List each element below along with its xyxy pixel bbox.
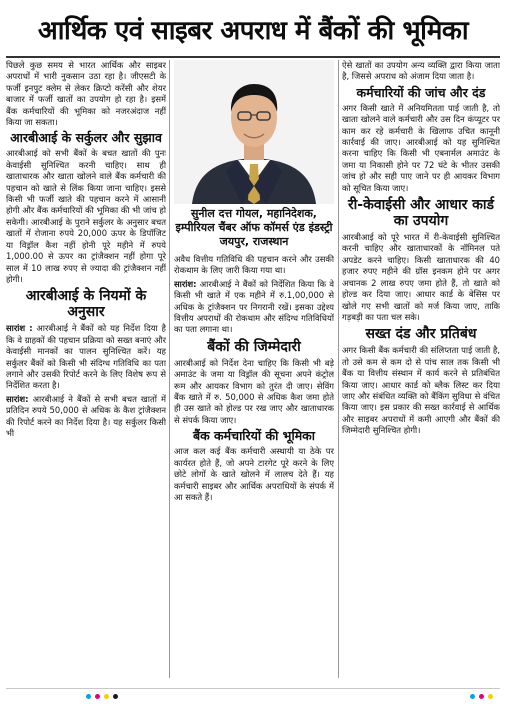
print-registration-dot bbox=[479, 694, 484, 699]
article-headline: आर्थिक एवं साइबर अपराध में बैंकों की भूमिका bbox=[37, 16, 469, 46]
subheading-rekyc-aadhaar: री-केवाईसी और आधार कार्ड का उपयोग bbox=[347, 197, 495, 230]
column-2 bbox=[174, 60, 334, 682]
print-registration-dot bbox=[95, 694, 100, 699]
paragraph: ऐसे खातों का उपयोग अन्य व्यक्ति द्वारा किया जाता है, जिससे अपराध को अंजाम दिया जाता है। bbox=[342, 60, 500, 82]
bottom-rule bbox=[6, 688, 500, 689]
photo-caption: सुनील दत्त गोयल, महानिदेशक, इम्पीरियल चैंबर ऑफ कॉमर्स एंड इंडस्ट्री जयपुर, राजस्थान bbox=[175, 207, 333, 248]
summary-text: आरबीआई ने बैंकों को निर्देशित किया कि वे किसी भी खाते में एक महीने में रु.1,00,000 से अधिक के ट्रांजैक्शन पर निगरानी रखें। इसका उद्देश्य वित्तीय अपराधों की रोकथाम और संदिग्ध गतिविधियों का पता लगाना था। bbox=[174, 278, 334, 335]
print-registration-dot bbox=[488, 694, 493, 699]
bank-responsibility-paragraph: आरबीआई को निर्देश देना चाहिए कि किसी भी बड़े अमाउंट के जमा या विड्रॉल की सूचना अपने कंट्रोल रूम और आयकर विभाग को तुरंत दी जाए। सेविंग बैंक खाते में रु. 50,000 से अधिक कैश जमा होते ही उस खाते को होल्ड पर रख जाए और खाताधारक से संपर्क किया जाए। bbox=[174, 357, 334, 425]
subheading-rbi-rules: आरबीआई के नियमों के अनुसार bbox=[25, 288, 147, 321]
column-divider bbox=[338, 60, 339, 678]
rbi-circular-paragraph: आरबीआई को सभी बैंकों के बचत खातों की पुनः केवाईसी सुनिश्चित करनी चाहिए। साथ ही खाताधारक और खाता खोलने वाले बैंक कर्मचारी की पहचान को खाते से लिंक किया जाना चाहिए। इससे किसी भी फर्जी खाते की पहचान करने में आसानी होगी और बैंक कर्मचारियों की भूमिका की भी जांच हो सकेगी। आरबीआई के पुराने सर्कुलर के अनुसार बचत खातों में रोजाना रुपये 20,000 ऊपर के डिपॉजिट या विड्रॉल कैश नहीं होनी पूरे महीने में रुपये 1,000.00 से ऊपर का ट्रांजैक्शन नहीं होगा पूरे साल में 10 लाख रुपए से ज्यादा की ट्रांजैक्शन नहीं होगी। bbox=[6, 148, 166, 284]
print-registration-dot bbox=[86, 694, 91, 699]
rbi-rules-paragraph-2 bbox=[6, 394, 166, 440]
column-1 bbox=[6, 60, 166, 682]
employee-probe-paragraph: अगर किसी खाते में अनियमितता पाई जाती है, तो खाता खोलने वाले कर्मचारी और उस दिन कंप्यूटर पर काम कर रहे कर्मचारी के खिलाफ उचित कानूनी कार्रवाई की जाए। आरबीआई को यह सुनिश्चित करना चाहिए कि किसी भी एबनार्मल अमाउंट के जमा या निकासी होने पर 72 घंटे के भीतर उसकी जांच हो और सही पाए जाने पर ही आयकर विभाग को सूचित किया जाए। bbox=[342, 102, 500, 193]
headline-rule bbox=[6, 56, 500, 58]
intro-paragraph: पिछले कुछ समय से भारत आर्थिक और साइबर अपराधों में भारी नुकसान उठा रहा है। जीएसटी के फर्जी इनपुट क्लेम से लेकर क्रिप्टो करेंसी और शेयर बाजार में फर्जी खातों का उपयोग हो रहा है। इसमें बैंक कर्मचारियों की भूमिका को नजरअंदाज नहीं किया जा सकता। bbox=[6, 60, 166, 128]
summary-label: सारांश : bbox=[6, 323, 33, 334]
paragraph: अवैध वित्तीय गतिविधि की पहचान करने और उसकी रोकथाम के लिए जारी किया गया था। bbox=[174, 254, 334, 276]
summary-label: सारांश: bbox=[174, 278, 197, 289]
strict-penalty-paragraph: अगर किसी बैंक कर्मचारी की संलिप्तता पाई जाती है, तो उसे कम से कम दो से पांच साल तक किसी भी बैंक या वित्तीय संस्थान में कार्य करने से प्रतिबंधित किया जाए। आधार कार्ड को ब्लैक लिस्ट कर दिया जाए और संबंधित व्यक्ति को बैंकिंग सुविधा से वंचित किया जाए। इस प्रकार की सख्त कार्रवाई से आर्थिक और साइबर अपराधों में कमी आएगी और बैंकों की जिम्मेदारी सुनिश्चित होगी। bbox=[342, 345, 500, 436]
print-registration-dot bbox=[113, 694, 118, 699]
subheading-employee-probe: कर्मचारियों की जांच और दंड bbox=[356, 84, 486, 100]
employee-role-paragraph: आज कल कई बैंक कर्मचारी अस्थायी या ठेके पर कार्यरत होते हैं, जो अपने टारगेट पूरे करने के लिए छोटे लोगों के खाते खोलने में लालच देते हैं। यह कर्मचारी साइबर और आर्थिक अपराधियों के संपर्क में आ सकते हैं। bbox=[174, 446, 334, 502]
rekyc-paragraph: आरबीआई को पूरे भारत में री-केवाईसी सुनिश्चित करनी चाहिए और खाताधारकों के नॉमिनल पते अपडेट करने चाहिए। किसी खाताधारक की 40 हजार रुपए महीने की ग्रॉस इनकम होने पर अगर अचानक 2 लाख रुपए जमा होते हैं, तो खाते को होल्ड कर दिया जाए। आधार कार्ड के बेसिस पर खोले गए सभी खातों को मर्ज किया जाए, ताकि गड़बड़ी का पता चल सके। bbox=[342, 232, 500, 322]
subheading-bank-responsibility: बैंकों की जिम्मेदारी bbox=[207, 338, 301, 355]
print-registration-dot bbox=[104, 694, 109, 699]
summary-text: आरबीआई ने बैंकों से सभी बचत खातों में प्रतिदिन रुपये 50,000 से अधिक के कैश ट्रांजैक्शन की रिपोर्ट करने का निर्देश दिया है। यह सर्कुलर किसी भी bbox=[6, 393, 166, 438]
print-registration-dot bbox=[470, 694, 475, 699]
subheading-employee-role: बैंक कर्मचारियों की भूमिका bbox=[192, 428, 316, 444]
summary-paragraph bbox=[174, 279, 334, 336]
subheading-rbi-circular: आरबीआई के सर्कुलर और सुझाव bbox=[10, 130, 162, 146]
column-divider bbox=[169, 60, 170, 678]
person-portrait-icon bbox=[174, 60, 334, 204]
summary-label: सारांश: bbox=[6, 393, 29, 404]
column-3 bbox=[342, 60, 500, 682]
subheading-strict-penalty: सख्त दंड और प्रतिबंध bbox=[365, 326, 477, 343]
summary-text: आरबीआई ने बैंकों को यह निर्देश दिया है कि वे ग्राहकों की पहचान प्रक्रिया को सख्त बनाएं और केवाईसी मानकों का पालन सुनिश्चित करें। यह सर्कुलर बैंकों को किसी भी संदिग्ध गतिविधि का पता लगाने और उसकी रिपोर्ट करने के लिए विशेष रूप से निर्देशित करता है। bbox=[6, 323, 166, 391]
rbi-rules-paragraph bbox=[6, 323, 166, 391]
print-marks-bar bbox=[0, 686, 506, 704]
